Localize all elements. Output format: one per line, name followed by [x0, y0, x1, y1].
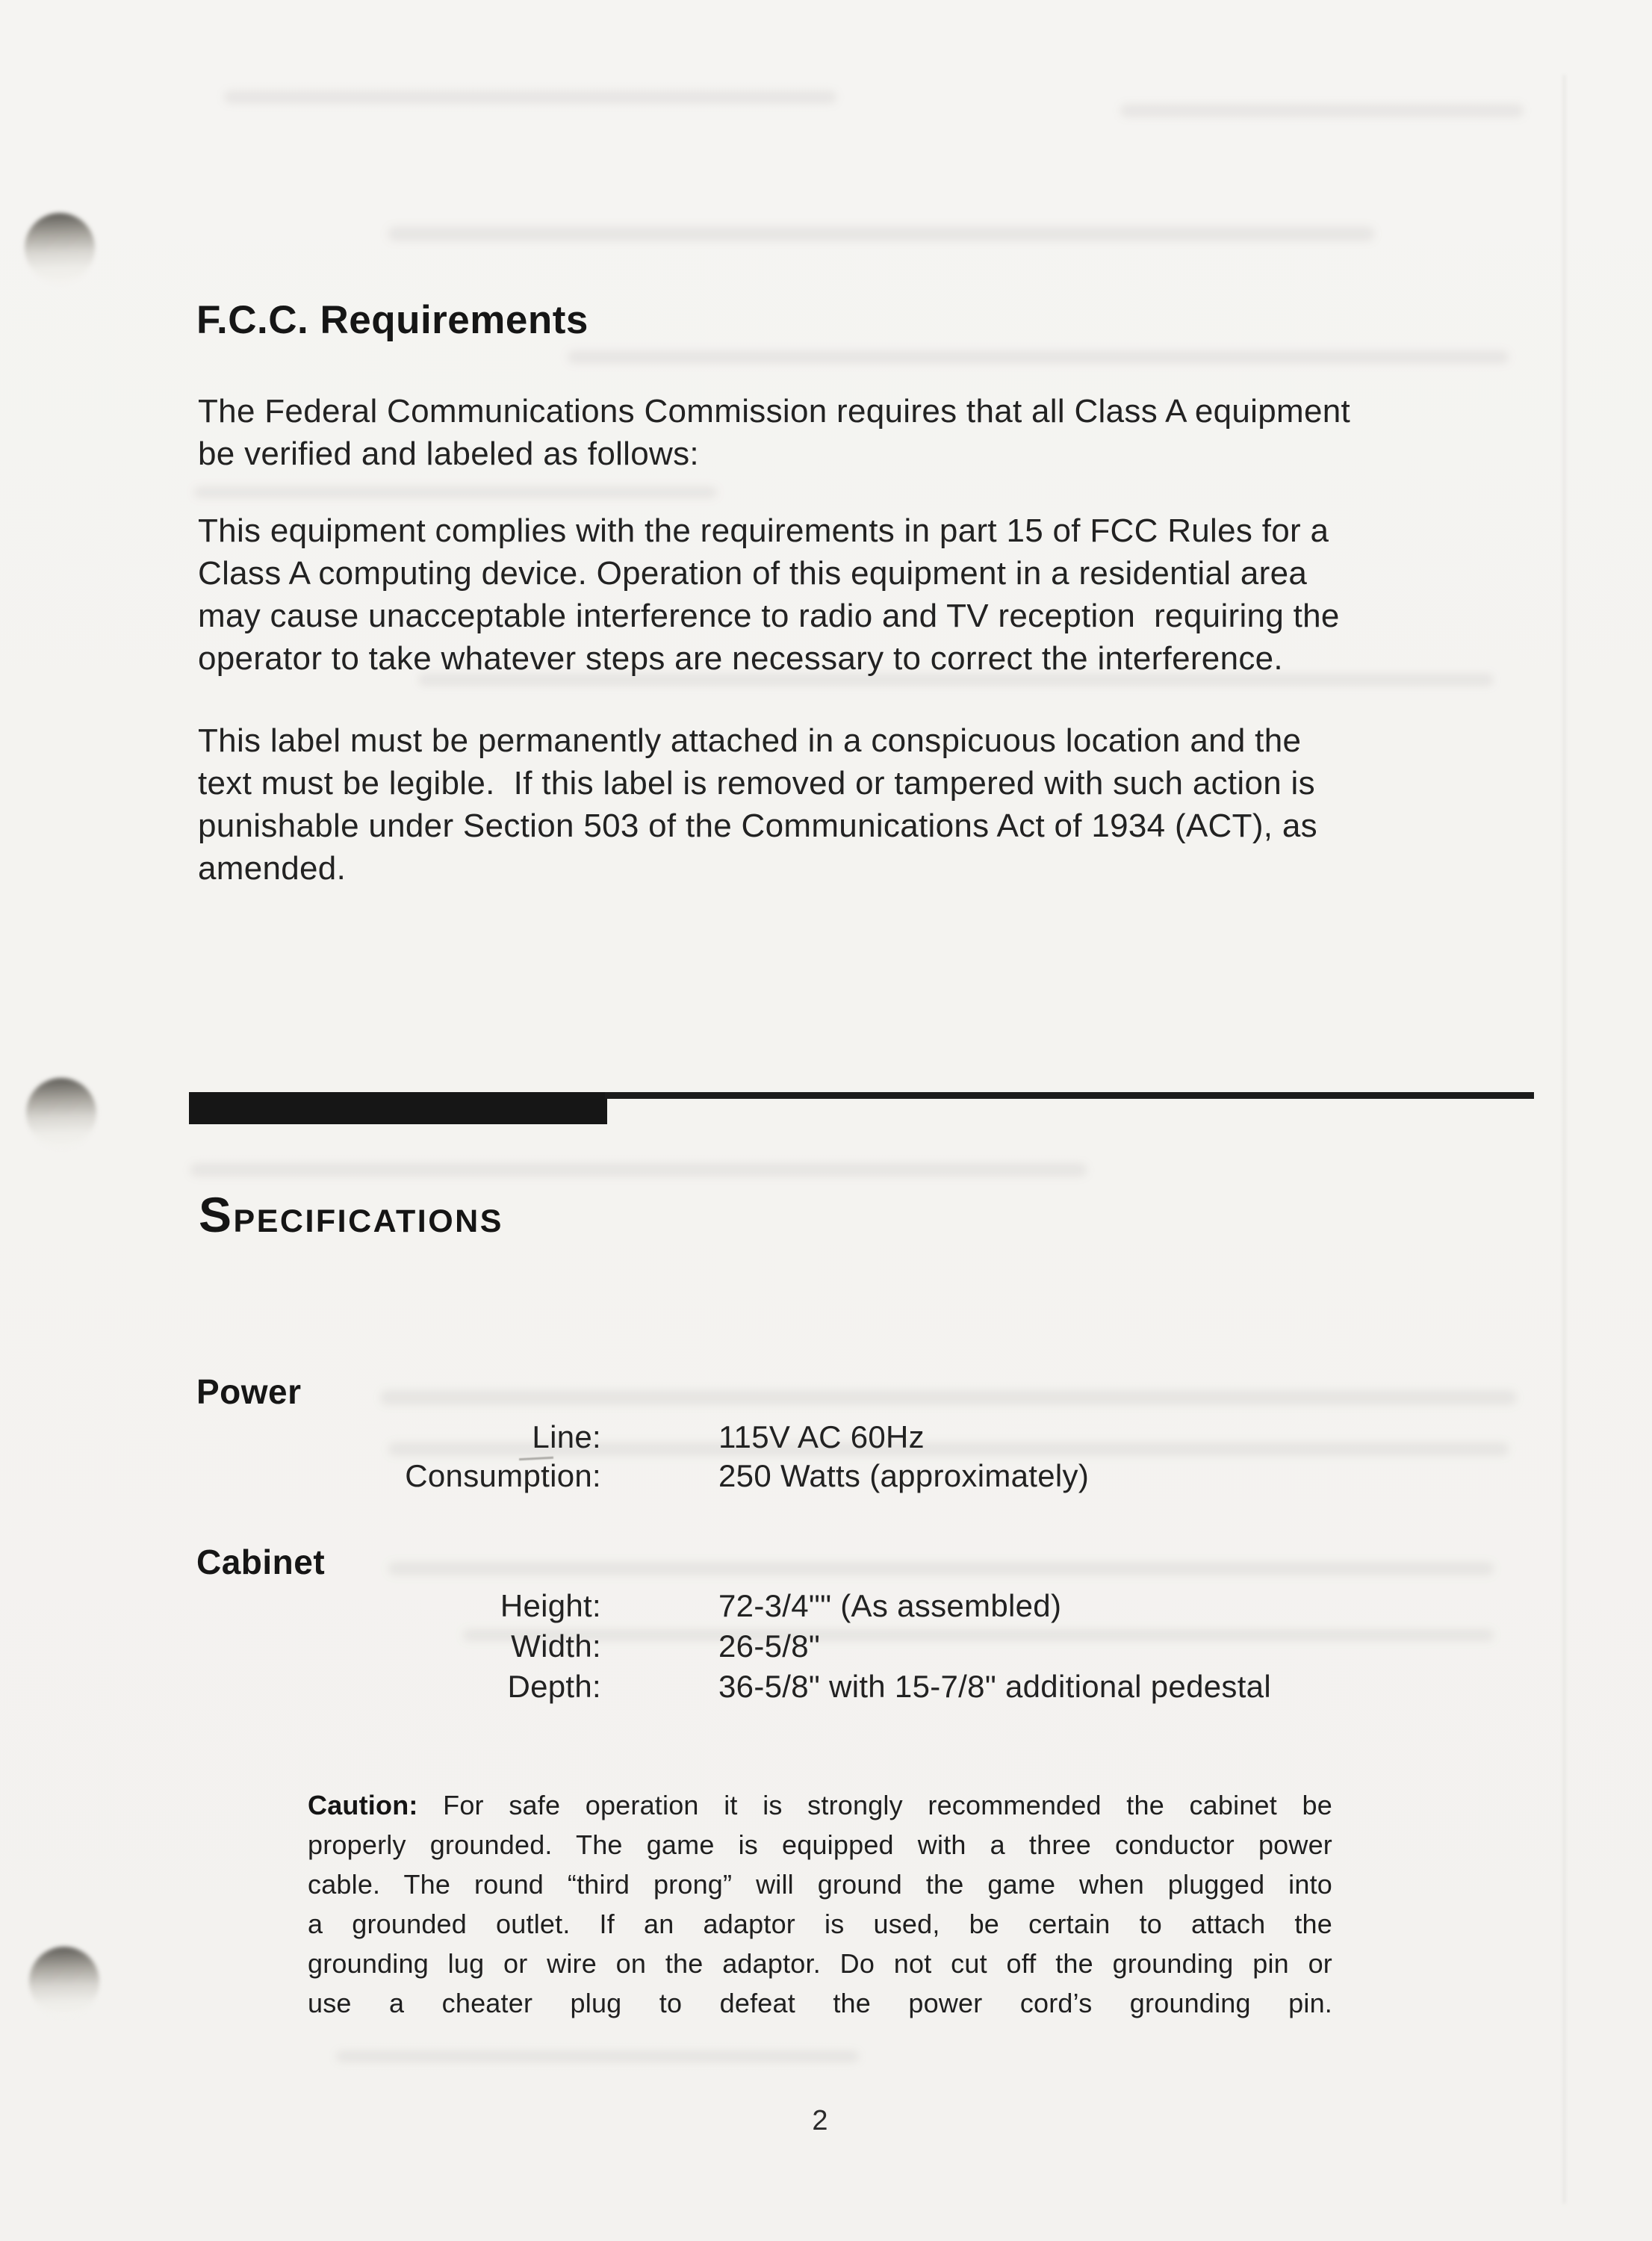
- text-line: [308, 1785, 1332, 1825]
- spec-value: 115V AC 60Hz: [718, 1419, 925, 1454]
- text-line: cable. The round “third prong” will ground the game when plugged into: [308, 1869, 1332, 1900]
- text-line: properly grounded. The game is equipped with a three conductor power: [308, 1829, 1332, 1860]
- text-line: This label must be permanently attached in a conspicuous location and the: [198, 722, 1302, 759]
- text-line: Class A computing device. Operation of this equipment in a residential area: [198, 555, 1308, 592]
- caution-text: For safe operation it is strongly recommended the cabinet be: [417, 1790, 1332, 1820]
- cabinet-heading: Cabinet: [196, 1543, 326, 1581]
- table-row: [314, 1418, 1089, 1457]
- power-spec-table: [314, 1418, 1089, 1495]
- spec-label: Consumption:: [405, 1458, 601, 1493]
- spec-label: Depth:: [507, 1669, 601, 1704]
- text-line: amended.: [198, 850, 347, 887]
- text-line: a grounded outlet. If an adaptor is used, be certain to attach the: [308, 1909, 1332, 1939]
- power-heading: Power: [196, 1372, 302, 1411]
- bleed-through-smudge: [194, 487, 717, 498]
- page-number: 2: [812, 2105, 828, 2136]
- bleed-through-smudge: [224, 91, 836, 103]
- spec-value: 26-5/8": [718, 1628, 821, 1664]
- bleed-through-smudge: [388, 1563, 1494, 1575]
- section-divider-bar: [189, 1092, 607, 1124]
- text-line: The Federal Communications Commission requires that all Class A equipment: [198, 393, 1351, 430]
- text-line: use a cheater plug to defeat the power cord’s grounding pin.: [308, 1988, 1332, 2018]
- text-line: operator to take whatever steps are necessary to correct the interference.: [198, 640, 1283, 677]
- text-line: text must be legible. If this label is removed or tampered with such action is: [198, 765, 1315, 802]
- spec-label: Height:: [500, 1588, 601, 1623]
- fcc-paragraph: [198, 719, 1535, 890]
- text-line: may cause unacceptable interference to radio and TV reception requiring the: [198, 598, 1340, 634]
- fcc-requirements-heading: F.C.C. Requirements: [196, 298, 589, 342]
- text-line: grounding lug or wire on the adaptor. Do not cut off the grounding pin or: [308, 1948, 1332, 1979]
- bleed-through-smudge: [388, 227, 1374, 241]
- fcc-paragraph: [198, 509, 1535, 680]
- bleed-through-smudge: [568, 351, 1509, 363]
- fcc-paragraph: [198, 390, 1535, 475]
- spec-value: 72-3/4"" (As assembled): [718, 1588, 1062, 1623]
- binder-hole-icon: [25, 213, 95, 283]
- text-line: This equipment complies with the requirements in part 15 of FCC Rules for a: [198, 512, 1329, 549]
- binder-hole-icon: [29, 1947, 99, 2017]
- bleed-through-smudge: [336, 2051, 859, 2062]
- spec-value: 250 Watts (approximately): [718, 1458, 1090, 1493]
- binder-hole-icon: [26, 1078, 96, 1148]
- bleed-through-smudge: [190, 1164, 1087, 1176]
- table-row: [314, 1626, 1271, 1667]
- table-row: [314, 1586, 1271, 1626]
- bleed-through-smudge: [1120, 105, 1524, 117]
- spec-label: Line:: [532, 1419, 601, 1454]
- section-divider-rule: [605, 1092, 1534, 1099]
- table-row: [314, 1667, 1271, 1707]
- text-line: be verified and labeled as follows:: [198, 436, 699, 472]
- caution-note: [308, 1785, 1332, 2023]
- specifications-heading: SPECIFICATIONS: [199, 1187, 503, 1242]
- cabinet-spec-table: [314, 1586, 1271, 1707]
- spec-label: Width:: [511, 1628, 601, 1664]
- bleed-through-smudge: [381, 1391, 1516, 1404]
- caution-label: Caution:: [308, 1790, 418, 1820]
- page-crease: [1563, 75, 1565, 2204]
- spec-value: 36-5/8" with 15-7/8" additional pedestal: [718, 1669, 1271, 1704]
- text-line: punishable under Section 503 of the Communications Act of 1934 (ACT), as: [198, 808, 1317, 844]
- table-row: [314, 1457, 1089, 1495]
